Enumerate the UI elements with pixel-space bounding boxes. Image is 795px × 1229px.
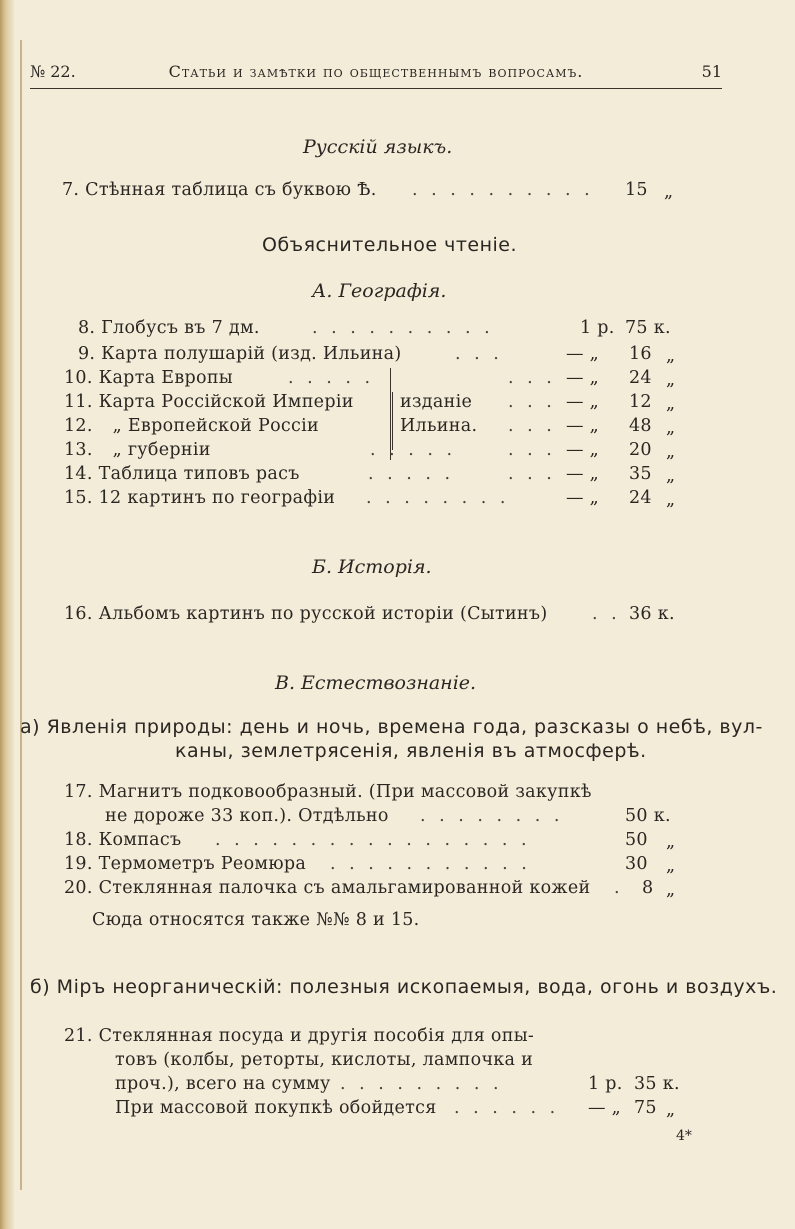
leader-dots: . . . . . xyxy=(368,464,455,484)
price-kop: 12 xyxy=(629,392,652,412)
item-17: 17. Магнитъ подковообразный. (При массовой закупкѣ xyxy=(64,782,592,802)
item-14: 14. Таблица типовъ расъ xyxy=(64,464,300,484)
price-kop: 20 xyxy=(629,440,652,460)
item-8-rub: 1 р. xyxy=(580,318,615,338)
item-21-rub2: — „ xyxy=(588,1098,622,1118)
item-13: 13. „ губерніи xyxy=(64,440,211,460)
spine-rule xyxy=(20,40,22,1190)
leader-dots: . . . . . . . . . xyxy=(340,1074,503,1094)
price-kop: 24 xyxy=(629,488,652,508)
item-18: 18. Компасъ xyxy=(64,830,182,850)
price-rub: — „ xyxy=(566,416,600,436)
item-7-unit: „ xyxy=(664,182,674,202)
leader-dots: . . . xyxy=(508,440,556,460)
item-10: 10. Карта Европы xyxy=(64,368,234,388)
price-kop: 24 xyxy=(629,368,652,388)
item-12: 12. „ Европейской Россіи xyxy=(64,416,319,436)
item-8: 8. Глобусъ въ 7 дм. xyxy=(78,318,260,338)
leader-dots: . . . . . . . . . . . xyxy=(330,854,531,874)
price-rub: — „ xyxy=(566,464,600,484)
issue-number: № 22. xyxy=(30,62,76,81)
leader-dots: . . xyxy=(592,604,621,624)
also-note: Сюда относятся также №№ 8 и 15. xyxy=(92,910,420,930)
item-15: 15. 12 картинъ по географіи xyxy=(64,488,336,508)
item-21-line3: проч.), всего на сумму xyxy=(115,1074,331,1094)
item-7-price: 15 xyxy=(625,180,648,200)
item-9: 9. Карта полушарій (изд. Ильина) xyxy=(78,344,402,364)
subsection-title-history: Б. Исторія. xyxy=(312,556,432,578)
price-unit: „ xyxy=(666,370,676,390)
brace-note-2: Ильина. xyxy=(400,416,478,436)
subsection-title-natural: В. Естествознаніе. xyxy=(275,672,477,694)
item-11: 11. Карта Россійской Имперіи xyxy=(64,392,354,412)
item-19: 19. Термометръ Реомюра xyxy=(64,854,307,874)
price-kop: 50 xyxy=(625,830,648,850)
brace-note-1: изданіе xyxy=(400,392,473,412)
price-kop: 35 xyxy=(629,464,652,484)
subsection-a-line1: а) Явленія природы: день и ночь, времена года, разсказы о небѣ, вул- xyxy=(20,716,763,738)
leader-dots: . . . xyxy=(508,392,556,412)
right-brace xyxy=(384,368,391,460)
leader-dots: . . . . . . . . xyxy=(420,806,564,826)
item-20: 20. Стеклянная палочка съ амальгамированной кожей xyxy=(64,878,591,898)
item-17-price: 50 к. xyxy=(625,806,671,826)
price-kop: 30 xyxy=(625,854,648,874)
leader-dots: . . . . . xyxy=(370,440,457,460)
item-21-kop2: 75 xyxy=(634,1098,657,1118)
leader-dots: . . . . . xyxy=(288,368,375,388)
price-unit: „ xyxy=(666,490,676,510)
price-unit: „ xyxy=(666,880,676,900)
item-21-line2: товъ (колбы, реторты, кислоты, лампочка и xyxy=(115,1050,534,1070)
item-21: 21. Стеклянная посуда и другія пособія для опы- xyxy=(64,1026,535,1046)
subsection-title-geography: А. Географія. xyxy=(312,280,447,302)
section-title-reading: Объяснительное чтеніе. xyxy=(262,234,518,256)
running-header xyxy=(30,62,722,84)
price-kop: 48 xyxy=(629,416,652,436)
price-unit: „ xyxy=(666,856,676,876)
signature-mark: 4* xyxy=(676,1128,692,1144)
price-kop: 16 xyxy=(629,344,652,364)
item-17-cont: не дороже 33 коп.). Отдѣльно xyxy=(105,806,389,826)
leader-dots: . . . xyxy=(508,416,556,436)
price-unit: „ xyxy=(666,394,676,414)
item-21-unit2: „ xyxy=(666,1100,676,1120)
item-7 xyxy=(62,180,377,200)
price-kop: 8 xyxy=(642,878,654,898)
leader-dots: . . . . . . . . . . xyxy=(412,180,594,200)
section-title-russian: Русскій языкъ. xyxy=(303,136,453,158)
item-16-price: 36 к. xyxy=(629,604,675,624)
leader-dots: . . . . . . . . xyxy=(366,488,510,508)
left-brace xyxy=(392,392,399,450)
price-rub: — „ xyxy=(566,440,600,460)
leader-dots: . xyxy=(614,878,624,898)
item-21-kop: 35 к. xyxy=(634,1074,680,1094)
leader-dots: . . . xyxy=(455,344,503,364)
price-unit: „ xyxy=(666,418,676,438)
page-number: 51 xyxy=(701,62,722,81)
leader-dots: . . . xyxy=(508,368,556,388)
price-unit: „ xyxy=(666,466,676,486)
price-rub: — „ xyxy=(566,344,600,364)
header-rule xyxy=(30,88,722,89)
item-21-rub: 1 р. xyxy=(588,1074,623,1094)
price-unit: „ xyxy=(666,346,676,366)
item-text: Стѣнная таблица съ буквою Ѣ. xyxy=(85,180,377,200)
price-unit: „ xyxy=(666,832,676,852)
price-rub: — „ xyxy=(566,392,600,412)
item-number: 7. xyxy=(62,180,80,200)
price-rub: — „ xyxy=(566,488,600,508)
running-title: Статьи и замѣтки по общественнымъ вопросамъ. xyxy=(168,62,584,81)
price-unit: „ xyxy=(666,442,676,462)
item-16: 16. Альбомъ картинъ по русской исторіи (Сытинъ) xyxy=(64,604,548,624)
subsection-a-line2: каны, землетрясенія, явленія въ атмосферѣ. xyxy=(175,740,647,762)
item-21-line4: При массовой покупкѣ обойдется xyxy=(115,1098,437,1118)
leader-dots: . . . xyxy=(508,464,556,484)
leader-dots: . . . . . . . . . . xyxy=(312,318,494,338)
page-spine xyxy=(0,0,14,1229)
leader-dots: . . . . . . xyxy=(454,1098,560,1118)
price-rub: — „ xyxy=(566,368,600,388)
item-8-kop: 75 к. xyxy=(625,318,671,338)
leader-dots: . . . . . . . . . . . . . . . . . xyxy=(215,830,531,850)
subsection-b: б) Міръ неорганическій: полезныя ископаемыя, вода, огонь и воздухъ. xyxy=(30,976,778,998)
